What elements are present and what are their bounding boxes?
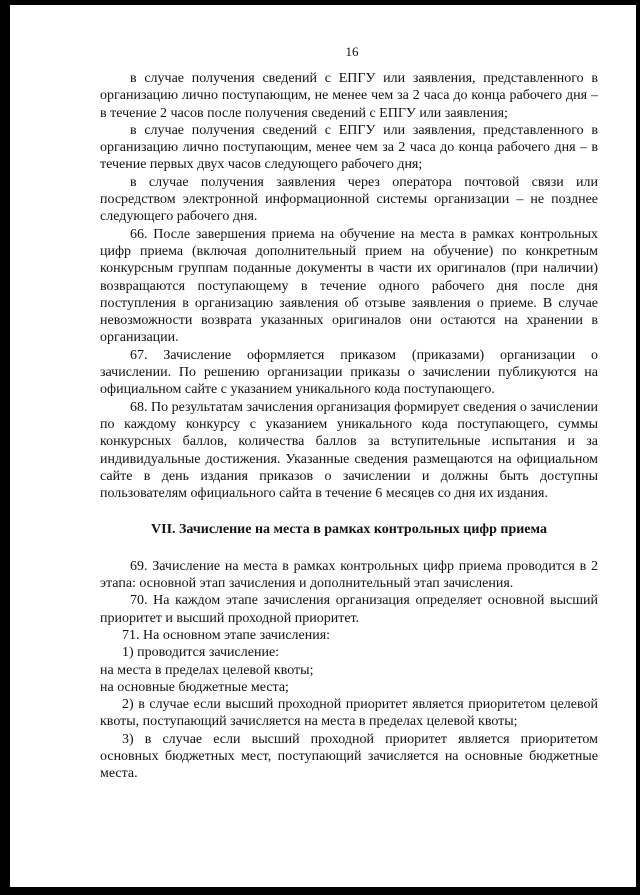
paragraph-68: 68. По результатам зачисления организация формирует сведения о зачислении по каждому конкурсу с указанием уникального кода поступающего, суммы конкурсных баллов, количества баллов за вступительные испытания и за индивидуальные достижения. Указанные сведения размещаются на официальном сайте в день издания приказов о зачислении и должны быть доступны пользователям официального сайта в течение 6 месяцев со дня их издания. (100, 399, 598, 502)
list-item-3: 3) в случае если высший проходной приоритет является приоритетом основных бюджетных мест, поступающий зачисляется на основные бюджетные места. (100, 731, 598, 782)
list-item-1a: на места в пределах целевой квоты; (100, 662, 314, 678)
section-title: VII. Зачисление на места в рамках контрольных цифр приема (151, 522, 547, 538)
scan-border-left (0, 0, 10, 895)
page-number: 16 (345, 44, 359, 59)
paragraph-69: 69. Зачисление на места в рамках контрольных цифр приема проводится в 2 этапа: основной этап зачисления и дополнительный этап зачисления. (100, 558, 598, 592)
paragraph-epgu-in-person-late: в случае получения сведений с ЕПГУ или заявления, представленного в организацию лично поступающим, менее чем за 2 часа до конца рабочего дня – в течение первых двух часов следующего рабочего дня; (100, 122, 598, 173)
paragraph-71: 71. На основном этапе зачисления: (122, 627, 331, 643)
paragraph-66: 66. После завершения приема на обучение на места в рамках контрольных цифр приема (включая дополнительный прием на обучение) по конкретным конкурсным группам поданные документы в части их оригиналов (при наличии) возвращаются поступающему в течение одного рабочего дня после дня поступления в организацию заявления об отзыве заявления о приеме. В случае невозможности возврата указанных оригиналов они остаются на хранении в организации. (100, 226, 598, 346)
list-item-1: 1) проводится зачисление: (122, 645, 280, 661)
paragraph-67: 67. Зачисление оформляется приказом (приказами) организации о зачислении. По решению организации приказы о зачислении публикуются на официальном сайте с указанием уникального кода поступающего. (100, 347, 598, 398)
paragraph-postal-electronic: в случае получения заявления через оператора почтовой связи или посредством электронной информационной системы организации – не позднее следующего рабочего дня. (100, 174, 598, 225)
scan-border-bottom (0, 887, 640, 895)
document-body (100, 70, 598, 783)
list-item-2: 2) в случае если высший проходной приоритет является приоритетом целевой квоты, поступающий зачисляется на места в пределах целевой квоты; (100, 697, 598, 730)
list-item-1b: на основные бюджетные места; (100, 679, 289, 695)
paragraph-epgu-in-person-early: в случае получения сведений с ЕПГУ или заявления, представленного в организацию лично поступающим, не менее чем за 2 часа до конца рабочего дня – в течение 2 часов после получения сведений с ЕПГУ или заявления; (100, 71, 598, 121)
paragraph-70: 70. На каждом этапе зачисления организация определяет основной высший приоритет и высший проходной приоритет. (100, 593, 598, 626)
scan-border-top (0, 0, 640, 5)
scan-border-right (636, 0, 640, 895)
